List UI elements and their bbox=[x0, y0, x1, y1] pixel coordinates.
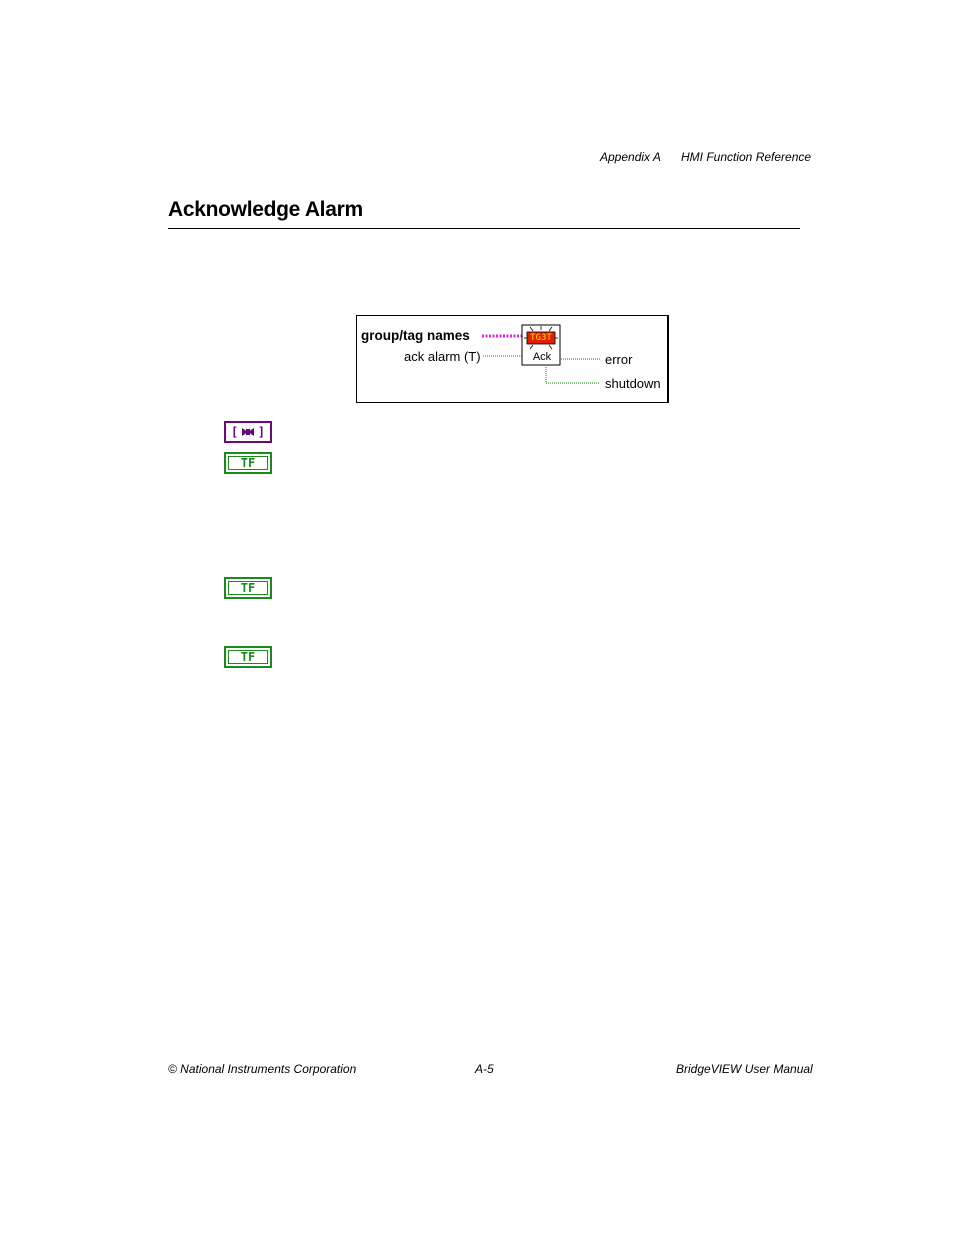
footer-manual-title: BridgeVIEW User Manual bbox=[676, 1062, 813, 1076]
diagram-wires bbox=[357, 316, 667, 402]
title-rule bbox=[168, 228, 800, 229]
input-ack-alarm: ack alarm (T) bbox=[404, 349, 481, 364]
boolean-terminal-icon-ack-alarm: TF bbox=[224, 452, 272, 474]
node-label: Ack bbox=[532, 351, 552, 363]
boolean-terminal-icon-shutdown: TF bbox=[224, 646, 272, 668]
input-group-tag-names: group/tag names bbox=[361, 328, 470, 343]
bracket-close-icon: ] bbox=[257, 425, 265, 439]
node-badge: TG3T bbox=[530, 333, 552, 343]
output-shutdown: shutdown bbox=[605, 376, 661, 391]
header-appendix: Appendix A bbox=[600, 150, 661, 164]
footer-page-number: A-5 bbox=[475, 1062, 494, 1076]
header-section: HMI Function Reference bbox=[681, 150, 812, 164]
boolean-terminal-icon-error: TF bbox=[224, 577, 272, 599]
connector-pane-diagram bbox=[356, 315, 669, 403]
string-glyph-icon bbox=[241, 427, 255, 437]
page-title: Acknowledge Alarm bbox=[168, 198, 363, 221]
string-array-terminal-icon bbox=[224, 421, 272, 443]
output-error: error bbox=[605, 352, 633, 367]
footer-copyright: © National Instruments Corporation bbox=[168, 1062, 357, 1076]
bracket-open-icon: [ bbox=[231, 425, 239, 439]
